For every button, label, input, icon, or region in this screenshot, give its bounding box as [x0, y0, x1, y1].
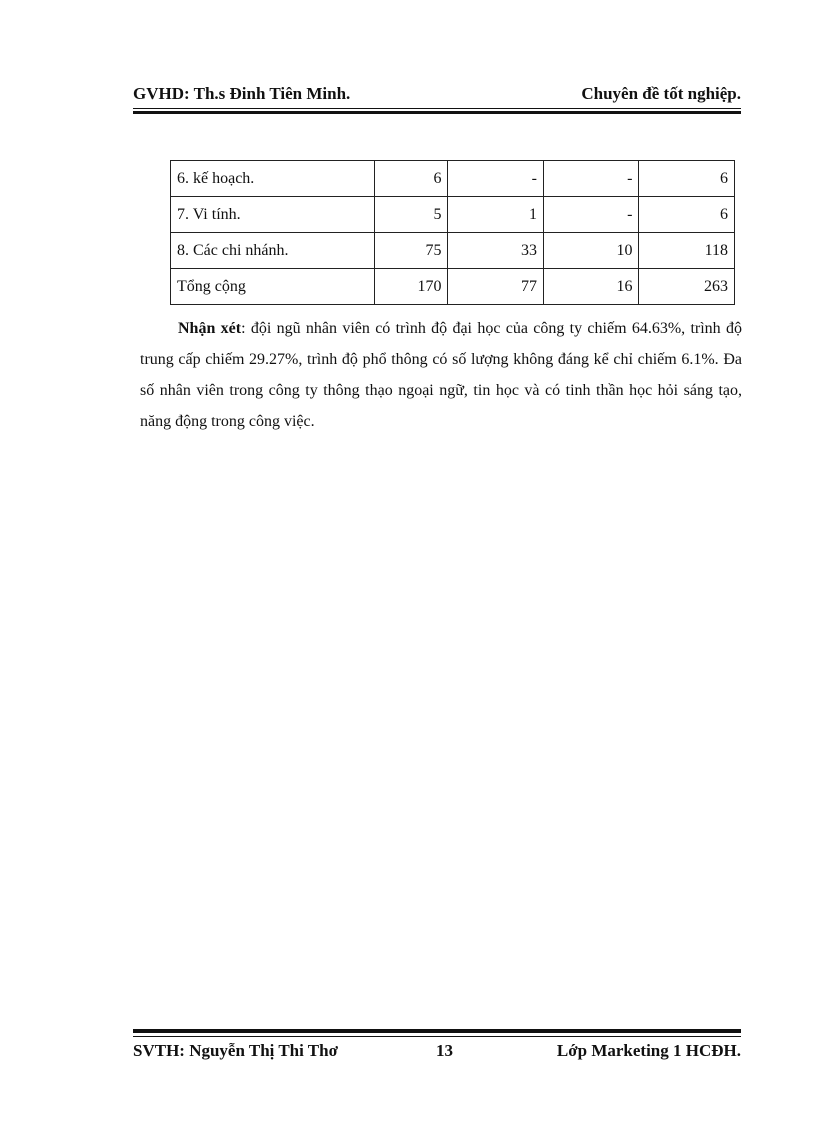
footer-rule-thick [133, 1029, 741, 1033]
cell-value: - [543, 161, 639, 197]
header-rule-thin [133, 108, 741, 109]
page-footer [133, 1041, 741, 1065]
cell-value: 75 [375, 233, 448, 269]
cell-value: 170 [375, 269, 448, 305]
cell-value: 6 [375, 161, 448, 197]
header-advisor: GVHD: Th.s Đinh Tiên Minh. [133, 84, 351, 103]
footer-rule-thin [133, 1036, 741, 1037]
footer-class: Lớp Marketing 1 HCĐH. [556, 1041, 741, 1060]
cell-value: 1 [448, 197, 544, 233]
cell-value: 5 [375, 197, 448, 233]
row-label: 7. Vi tính. [171, 197, 375, 233]
table-row [171, 161, 735, 197]
header-rule-thick [133, 111, 741, 114]
cell-value: - [543, 197, 639, 233]
row-label: 6. kế hoạch. [171, 161, 375, 197]
cell-value: 10 [543, 233, 639, 269]
cell-value: 33 [448, 233, 544, 269]
cell-total: 263 [639, 269, 735, 305]
cell-value: - [448, 161, 544, 197]
row-label: 8. Các chi nhánh. [171, 233, 375, 269]
remark-title: Nhận xét [178, 320, 242, 337]
cell-total: 6 [639, 161, 735, 197]
table-row [171, 197, 735, 233]
cell-total: 118 [639, 233, 735, 269]
footer-student: SVTH: Nguyễn Thị Thi Thơ [133, 1041, 339, 1060]
cell-value: 77 [448, 269, 544, 305]
row-label: Tổng cộng [171, 269, 375, 305]
cell-value: 16 [543, 269, 639, 305]
header-document-title: Chuyên đề tốt nghiệp. [581, 84, 741, 103]
table-row-total [171, 269, 735, 305]
cell-total: 6 [639, 197, 735, 233]
remark-paragraph [140, 313, 742, 437]
page-number: 13 [436, 1041, 453, 1060]
staff-table [170, 160, 735, 305]
remark-body: : đội ngũ nhân viên có trình độ đại học của công ty chiếm 64.63%, trình độ trung cấp chiếm 29.27%, trình độ phổ thông có số lượng không đáng kể chỉ chiếm 6.1%. Đa số nhân viên trong công ty thông thạo ngoại ngữ, tin học và có tinh thần học hỏi sáng tạo, năng động trong công việc. [140, 320, 742, 430]
page-header [133, 84, 741, 108]
table-row [171, 233, 735, 269]
